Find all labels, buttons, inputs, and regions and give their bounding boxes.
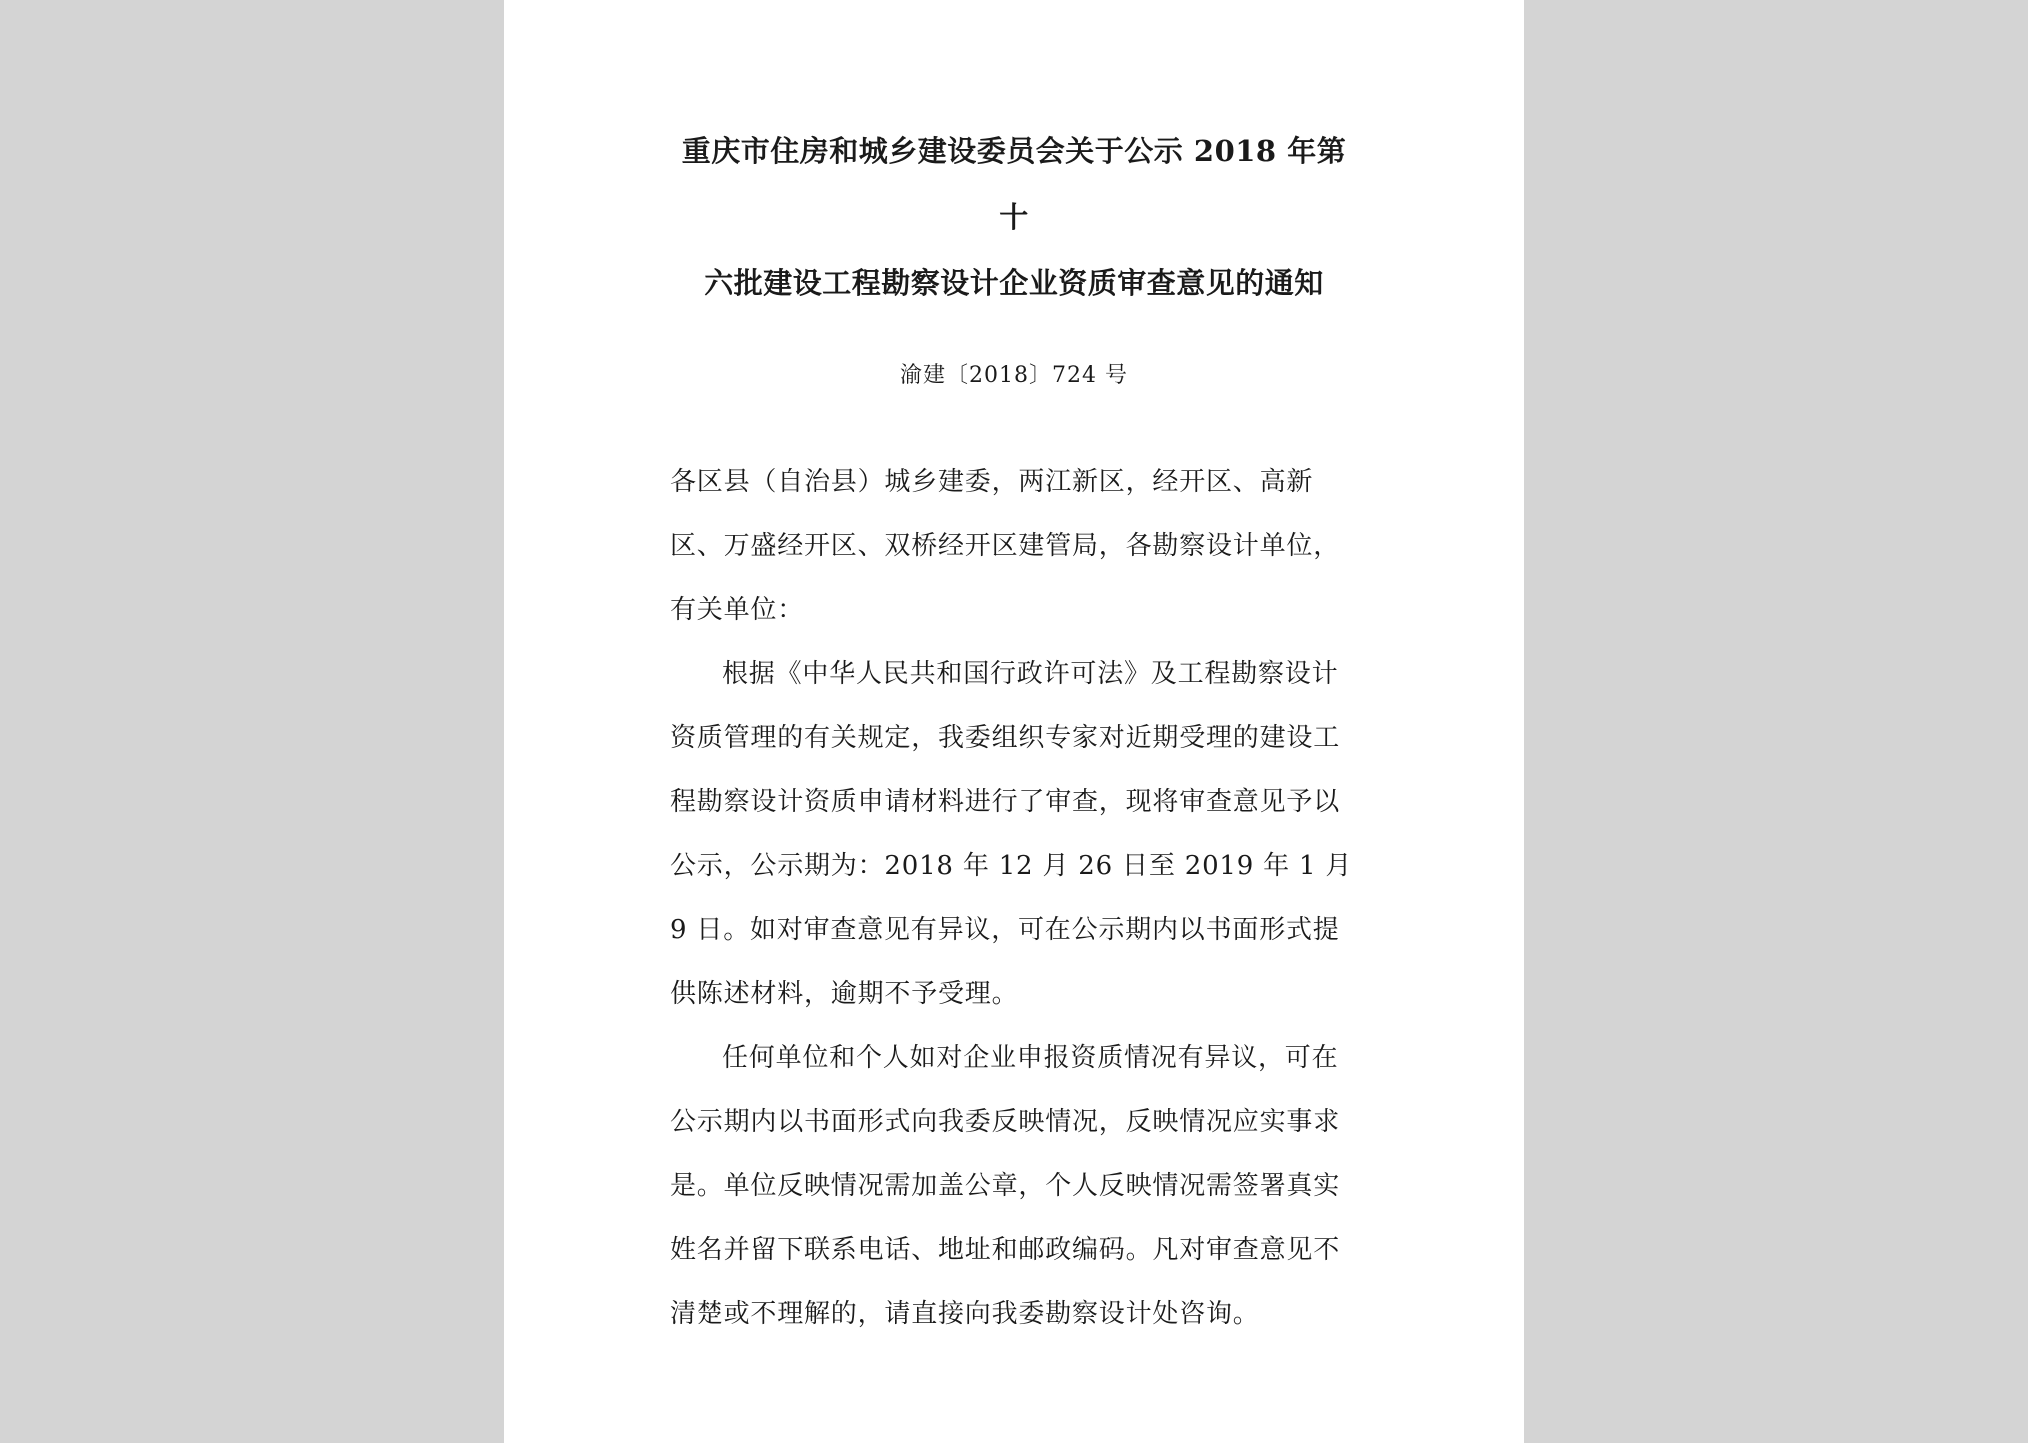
title-line-1: 重庆市住房和城乡建设委员会关于公示 2018 年第十 — [681, 134, 1347, 234]
document-title — [670, 0, 1358, 316]
document-page — [504, 0, 1524, 1443]
addressee: 各区县（自治县）城乡建委，两江新区，经开区、高新区、万盛经开区、双桥经开区建管局，各勘察设计单位，有关单位： — [670, 467, 1341, 625]
document-body — [670, 450, 1358, 1346]
title-line-2: 六批建设工程勘察设计企业资质审查意见的通知 — [704, 266, 1324, 300]
document-number: 渝建〔2018〕724 号 — [900, 363, 1128, 388]
body-paragraph-1: 根据《中华人民共和国行政许可法》及工程勘察设计资质管理的有关规定，我委组织专家对近期受理的建设工程勘察设计资质申请材料进行了审查，现将审查意见予以公示，公示期为：2018 年 12 月 26 日至 2019 年 1 月 9 日。如对审查意见有异议，可在公示期内以书面形式提供陈述材料，逾期不予受理。 — [670, 659, 1353, 1009]
body-paragraph-2: 任何单位和个人如对企业申报资质情况有异议，可在公示期内以书面形式向我委反映情况，反映情况应实事求是。单位反映情况需加盖公章，个人反映情况需签署真实姓名并留下联系电话、地址和邮政编码。凡对审查意见不清楚或不理解的，请直接向我委勘察设计处咨询。 — [670, 1043, 1341, 1329]
